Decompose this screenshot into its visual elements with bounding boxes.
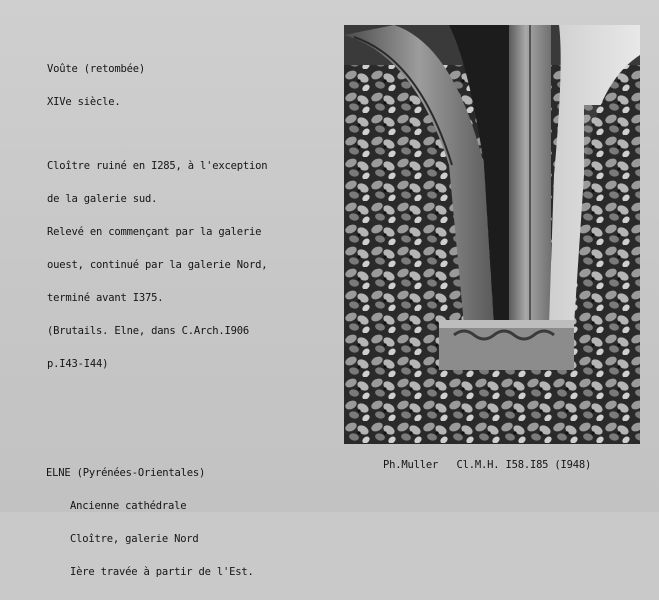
note-line: ouest, continué par la galerie Nord,: [47, 259, 268, 271]
photographer: Ph.Muller: [383, 459, 439, 471]
place-name: ELNE (Pyrénées-Orientales): [46, 467, 206, 479]
note-reference: (Brutails. Elne, dans C.Arch.I906: [47, 325, 250, 337]
note-line: terminé avant I375.: [47, 292, 164, 304]
building-name: Ancienne cathédrale: [70, 500, 187, 512]
note-century: XIVe siècle.: [47, 96, 121, 108]
note-line: de la galerie sud.: [47, 193, 158, 205]
bay-description: Ière travée à partir de l'Est.: [70, 566, 254, 578]
vault-springing-photo: [344, 25, 640, 444]
note-title: Voûte (retombée): [47, 63, 145, 75]
note-line: Relevé en commençant par la galerie: [47, 226, 262, 238]
photo-credit: [383, 460, 591, 471]
note-line: Cloître ruiné en I285, à l'exception: [47, 160, 268, 172]
note-pages: p.I43-I44): [47, 358, 109, 370]
description-notes: [47, 42, 267, 392]
catalog-reference: Cl.M.H. I58.I85 (I948): [456, 459, 592, 471]
building-part: Cloître, galerie Nord: [70, 533, 199, 545]
location-caption: [46, 446, 254, 600]
